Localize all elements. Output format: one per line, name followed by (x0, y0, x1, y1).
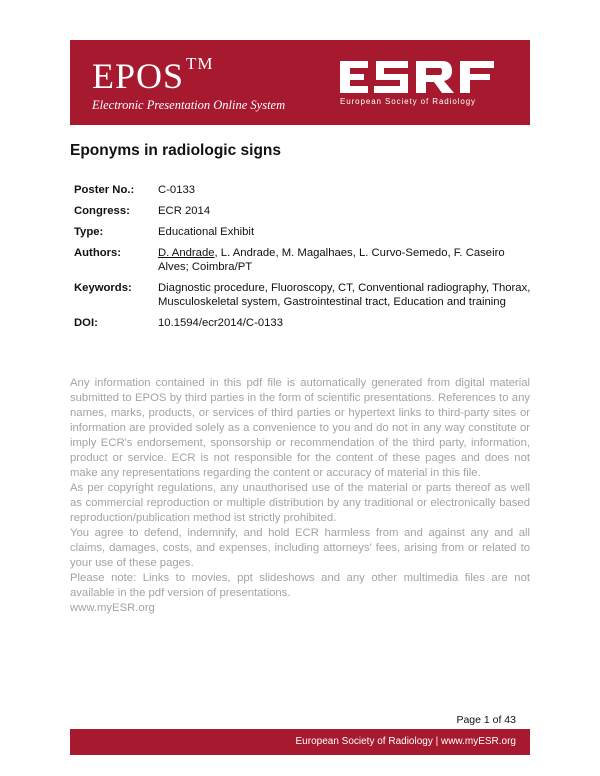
other-authors: , L. Andrade, M. Magalhaes, L. Curvo-Semedo, F. Caseiro Alves; Coimbra/PT (158, 247, 505, 273)
trademark-symbol: TM (186, 54, 214, 73)
disclaimer-paragraph: Please note: Links to movies, ppt slideshows and any other multimedia files are not available in the pdf version of presentations. (70, 572, 530, 599)
esr-logo (338, 57, 508, 117)
type-row (74, 225, 534, 239)
keywords-value: Diagnostic procedure, Fluoroscopy, CT, Conventional radiography, Thorax, Musculoskeletal system, Gastrointestinal tract, Education and training (158, 282, 531, 308)
disclaimer (70, 376, 530, 616)
society-name: European Society of Radiology (340, 97, 476, 106)
disclaimer-paragraph: As per copyright regulations, any unauthorised use of the material or parts thereof as well as commercial reproduction or multiple distribution by any traditional or electronically based reproduction/publication method ist strictly prohibited. (70, 482, 530, 524)
footer-bar (70, 729, 530, 755)
type-value: Educational Exhibit (158, 226, 255, 238)
disclaimer-paragraph: You agree to defend, indemnify, and hold ECR harmless from and against any and all claims, damages, costs, and expenses, including attorneys' fees, arising from or related to your use of these pages. (70, 527, 530, 569)
header-banner (70, 40, 530, 125)
doi-label: DOI: (74, 317, 98, 329)
footer-text: European Society of Radiology | www.myESR.org (295, 736, 516, 747)
disclaimer-paragraph: Any information contained in this pdf file is automatically generated from digital material submitted to EPOS by third parties in the form of scientific presentations. References to any names, marks, products, or services of third parties or hypertext links to third-party sites or information are provided solely as a convenience to you and do not in any way constitute or imply ECR's endorsement, sponsorship or recommendation of the third party, information, product or service. ECR is not responsible for the content of these pages and does not make any representations regarding the content or accuracy of material in this file. (70, 377, 530, 479)
poster-no-row (74, 183, 534, 197)
page-number: Page 1 of 43 (456, 714, 516, 726)
doi-row (74, 316, 534, 330)
authors-value (158, 246, 534, 274)
esr-logo-icon (338, 57, 498, 95)
poster-no-value: C-0133 (158, 184, 196, 196)
epos-brand: EPOS (92, 56, 185, 96)
keywords-row (74, 281, 534, 309)
poster-title: Eponyms in radiologic signs (70, 142, 282, 159)
first-author-link[interactable]: D. Andrade (158, 247, 215, 259)
epos-subtitle: Electronic Presentation Online System (92, 98, 286, 112)
congress-label: Congress: (74, 205, 130, 217)
type-label: Type: (74, 226, 104, 238)
epos-logo (92, 50, 285, 112)
doi-value: 10.1594/ecr2014/C-0133 (158, 317, 283, 329)
poster-metadata (74, 183, 534, 337)
authors-label: Authors: (74, 247, 122, 259)
congress-value: ECR 2014 (158, 205, 211, 217)
keywords-label: Keywords: (74, 282, 132, 294)
website-link[interactable]: www.myESR.org (70, 602, 155, 614)
poster-no-label: Poster No.: (74, 184, 135, 196)
congress-row (74, 204, 534, 218)
authors-row (74, 246, 534, 274)
